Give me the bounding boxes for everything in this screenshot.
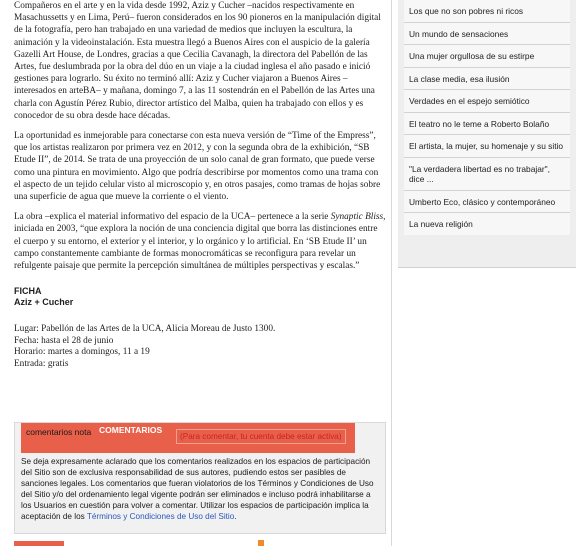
comments-tab[interactable]: COMENTARIOS [95,423,166,437]
related-article-link[interactable]: Una mujer orgullosa de su estirpe [404,45,570,68]
article-paragraph-1: Compañeros en el arte y en la vida desde 1992, Aziz y Cucher –nacidos respectivamente en Masachussetts y en Lima, Perú– fueron considerados en los 90 pioneros en la manipulación digital de la fotografía, pero han trabajado en una variedad de medios que incluyen la escultura, la animación y la videoinstalación. Esta muestra llegó a Buenos Aires con el auspicio de la galería Gazelli Art House, de Londres, gracias a que Cecilia Cavanagh, la directora del Pabellón de las Artes, fue deslumbrada por la obra del dúo en un viaje a la ciudad inglesa el año pasado e inició gestiones para lograrlo. Su éxito no terminó allí: Aziz y Cucher viajaron a Buenos Aires –interesados en arteBA– y mañana, domingo 7, a las 11 sostendrán en el Pabellón de las Artes una charla con Agustín Pérez Rubio, director artístico del Malba, quien ha trabajado con ellos y es conocedor de su obra desde hace décadas. [14,1,381,121]
related-article-link[interactable]: Verdades en el espejo semiótico [404,90,570,113]
related-articles-sidebar [398,0,576,268]
related-article-link[interactable]: El teatro no le teme a Roberto Bolaño [404,113,570,136]
ficha-title: FICHA [14,286,42,297]
disclaimer-text: Se deja expresamente aclarado que los comentarios realizados en los espacios de participación del Sitio son de exclusiva responsabilidad de sus autores, pudiendo estos ser pasibles de sanciones legales. Los comentarios que fueran violatorios de los Términos y Condiciones de Uso del Sitio y/o del ordenamiento legal vigente podrán ser eliminados e incluso podrá inhabilitarse a los Usuarios en cuestión para volver a comentar. Utilizar los espacios de participación implica la aceptación de los [21,457,374,521]
related-article-link[interactable]: Umberto Eco, clásico y contemporáneo [404,191,570,214]
related-article-link[interactable]: El artista, la mujer, su homenaje y su sitio [404,135,570,158]
ficha-horario: Horario: martes a domingos, 11 a 19 [14,347,150,358]
comments-section [14,422,386,534]
comments-header [21,423,355,453]
article-paragraph-3 [14,211,386,272]
article-paragraph-2: La oportunidad es inmejorable para conectarse con esta nueva versión de “Time of the Empress”, que los artistas realizaron por primera vez en 2012, y con la segunda obra de la exhibición, “SB Etude II”, de 2014. Se trata de una proyección de un solo canal de gran formato, que puede verse como una pintura en movimiento. Algo que podría describirse por momentos como una trama con el aspecto de un tejido celular visto al microscopio y, en otros pasajes, como tramas de hojas sobre una superficie de agua que mueve la corriente o el viento. [14,131,381,203]
ficha-lugar: Lugar: Pabellón de las Artes de la UCA, Alicia Moreau de Justo 1300. [14,324,276,335]
ficha-entrada: Entrada: gratis [14,358,69,369]
disclaimer-end: . [234,511,237,521]
article-paragraph-3-end: , iniciada en 2003, “que explora la noción de una conciencia digital que borra las distinciones entre el cuerpo y su entorno, el exterior y el interior, y lo orgánico y lo artificial. En ‘SB Etude II’ un campo constantemente cambiante de formas monocromáticas se reconfigura para revelar un refulgente paisaje que permite la percepción simultánea de múltiples perspectivas y escalas.” [14,212,386,272]
series-title: Synaptic Bliss [330,212,384,223]
article-paragraph-3-start: La obra –explica el material informativo del espacio de la UCA– pertenece a la serie [14,212,331,223]
ficha-artists: Aziz + Cucher [14,297,74,308]
comments-disclaimer [21,457,381,522]
related-article-link[interactable]: La clase media, esa ilusión [404,68,570,91]
related-article-link[interactable]: Los que no son pobres ni ricos [404,0,570,23]
terms-link[interactable]: Términos y Condiciones de Uso del Sitio [86,511,235,521]
comments-label: comentarios nota [26,427,92,437]
related-article-link[interactable]: Un mundo de sensaciones [404,23,570,46]
ficha-fecha: Fecha: hasta el 28 de junio [14,335,114,346]
related-article-link[interactable]: "La verdadera libertad es no trabajar", dice ... [404,158,570,191]
related-article-link[interactable]: La nueva religión [404,213,570,235]
column-divider [391,0,392,546]
share-button[interactable] [14,541,64,546]
rss-icon[interactable] [258,540,264,546]
related-articles-list [398,0,576,235]
share-toolbar [14,539,574,546]
article-body [14,0,386,370]
login-required-note[interactable]: (Para comentar, tu cuenta debe estar activa) [176,429,346,444]
